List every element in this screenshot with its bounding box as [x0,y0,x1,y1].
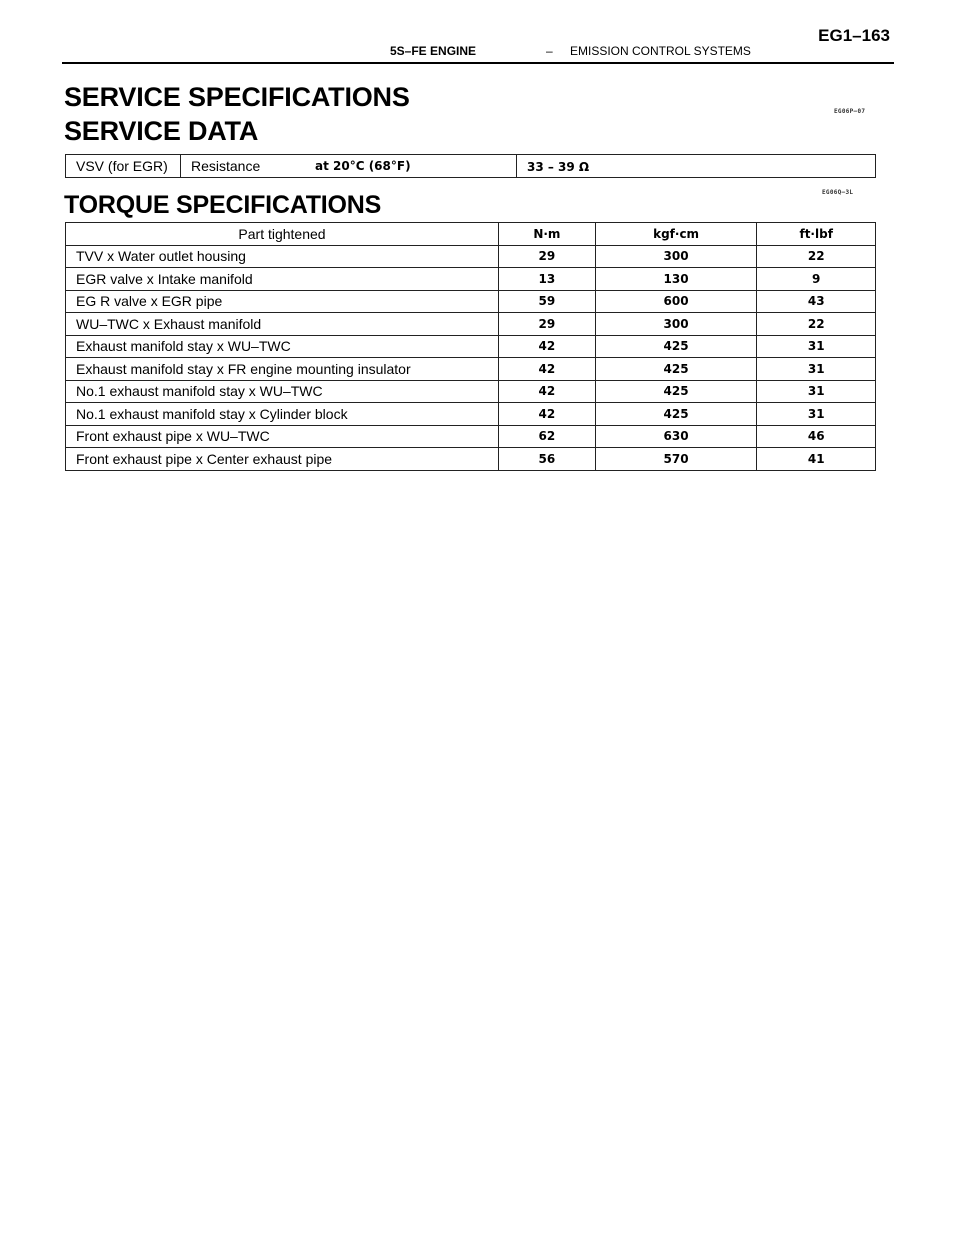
row-ftlbf: 41 [757,448,876,471]
row-kgfcm: 600 [595,290,757,313]
sd-item: VSV (for EGR) [66,155,181,178]
table-row [66,268,876,291]
row-ftlbf: 31 [757,335,876,358]
row-kgfcm: 300 [595,245,757,268]
row-part: No.1 exhaust manifold stay x Cylinder block [66,403,499,426]
row-kgfcm: 425 [595,358,757,381]
service-data-table [65,154,876,178]
table-row [66,335,876,358]
header-separator: – [546,44,553,58]
row-kgfcm: 630 [595,425,757,448]
row-kgfcm: 300 [595,313,757,336]
row-ftlbf: 22 [757,313,876,336]
torque-code: EG06Q–3L [822,189,854,196]
torque-title: TORQUE SPECIFICATIONS [64,191,382,219]
col-header-nm: N·m [499,223,596,246]
row-nm: 42 [499,403,596,426]
row-part: TVV x Water outlet housing [66,245,499,268]
row-nm: 42 [499,335,596,358]
row-nm: 56 [499,448,596,471]
service-data-code: EG06P–07 [834,108,866,115]
sd-value: 33 – 39 Ω [527,160,590,174]
row-kgfcm: 425 [595,403,757,426]
header-chapter: 5S–FE ENGINE [390,44,477,58]
row-nm: 62 [499,425,596,448]
sd-condition: at 20°C (68°F) [315,159,411,173]
row-kgfcm: 130 [595,268,757,291]
row-ftlbf: 31 [757,358,876,381]
table-row [66,358,876,381]
row-nm: 42 [499,380,596,403]
row-part: WU–TWC x Exhaust manifold [66,313,499,336]
header-section: EMISSION CONTROL SYSTEMS [570,44,751,58]
table-row [66,380,876,403]
row-part: Front exhaust pipe x Center exhaust pipe [66,448,499,471]
row-nm: 59 [499,290,596,313]
table-row [66,245,876,268]
row-nm: 42 [499,358,596,381]
row-ftlbf: 9 [757,268,876,291]
torque-table [65,222,876,471]
service-data-title: SERVICE DATA [64,116,259,146]
table-row [66,290,876,313]
table-row [66,448,876,471]
table-row [66,313,876,336]
row-part: Exhaust manifold stay x WU–TWC [66,335,499,358]
row-ftlbf: 31 [757,403,876,426]
row-kgfcm: 425 [595,380,757,403]
table-row [66,425,876,448]
col-header-part: Part tightened [66,223,499,246]
col-header-kgfcm: kgf·cm [595,223,757,246]
row-nm: 13 [499,268,596,291]
sd-parameter: Resistance [191,158,261,174]
row-part: Front exhaust pipe x WU–TWC [66,425,499,448]
main-title: SERVICE SPECIFICATIONS [64,82,410,112]
row-ftlbf: 43 [757,290,876,313]
row-part: No.1 exhaust manifold stay x WU–TWC [66,380,499,403]
row-part: Exhaust manifold stay x FR engine mounting insulator [66,358,499,381]
row-ftlbf: 46 [757,425,876,448]
table-header-row [66,223,876,246]
row-part: EG R valve x EGR pipe [66,290,499,313]
row-part: EGR valve x Intake manifold [66,268,499,291]
page-number: EG1–163 [818,26,890,45]
row-ftlbf: 22 [757,245,876,268]
table-row [66,155,876,178]
row-kgfcm: 570 [595,448,757,471]
page-header [62,24,894,64]
sd-value-cell [517,155,876,178]
row-nm: 29 [499,313,596,336]
row-ftlbf: 31 [757,380,876,403]
col-header-ftlbf: ft·lbf [757,223,876,246]
sd-parameter-cell [181,155,517,178]
table-row [66,403,876,426]
row-kgfcm: 425 [595,335,757,358]
row-nm: 29 [499,245,596,268]
